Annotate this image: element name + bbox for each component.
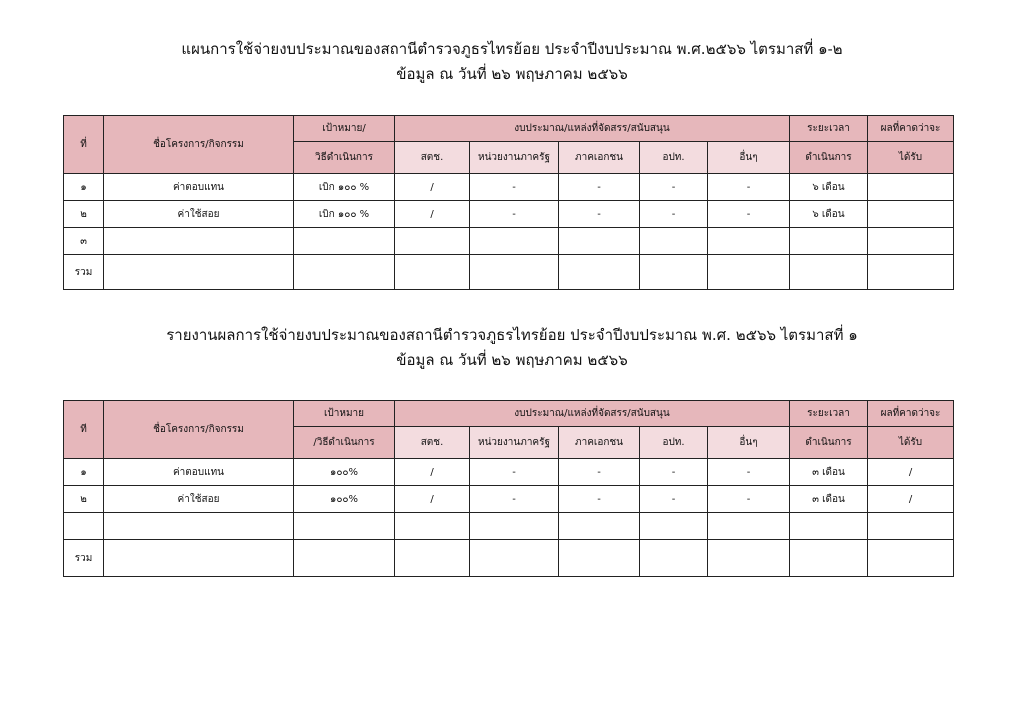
cell-budget [395, 513, 470, 540]
cell-budget [708, 540, 790, 577]
cell-budget: - [559, 459, 640, 486]
cell-project [104, 513, 294, 540]
header-period-line2: ดำเนินการ [790, 427, 868, 459]
cell-budget: - [559, 174, 640, 201]
cell-budget [559, 255, 640, 290]
cell-budget [395, 255, 470, 290]
cell-budget [640, 513, 708, 540]
table-row [64, 228, 954, 255]
header-budget-group: งบประมาณ/แหล่งที่จัดสรร/สนับสนุน [395, 116, 790, 142]
cell-period [790, 228, 868, 255]
report-title: รายงานผลการใช้จ่ายงบประมาณของสถานีตำรวจภูธรไทรย้อย ประจำปีงบประมาณ พ.ศ. ๒๕๖๖ ไตรมาสที่ ๑ [166, 326, 858, 344]
cell-budget: - [640, 459, 708, 486]
cell-budget: / [395, 201, 470, 228]
cell-period [790, 255, 868, 290]
cell-result [868, 540, 954, 577]
cell-budget [559, 540, 640, 577]
cell-budget: - [708, 459, 790, 486]
cell-result: / [868, 486, 954, 513]
cell-project [104, 540, 294, 577]
cell-budget: / [395, 459, 470, 486]
table-row [64, 201, 954, 228]
cell-result [868, 513, 954, 540]
plan-date: ข้อมูล ณ วันที่ ๒๖ พฤษภาคม ๒๕๖๖ [396, 65, 628, 83]
header-budget-col: สตช. [395, 142, 470, 174]
cell-target [294, 513, 395, 540]
cell-project [104, 228, 294, 255]
cell-budget [470, 540, 559, 577]
cell-project: ค่าใช้สอย [104, 201, 294, 228]
cell-budget: - [559, 486, 640, 513]
cell-result: / [868, 459, 954, 486]
cell-budget [640, 228, 708, 255]
table-row-total [64, 255, 954, 290]
header-project: ชื่อโครงการ/กิจกรรม [104, 116, 294, 174]
cell-no: ๑ [64, 459, 104, 486]
header-budget-col: ภาคเอกชน [559, 427, 640, 459]
cell-target [294, 228, 395, 255]
cell-budget: - [640, 486, 708, 513]
cell-budget [559, 513, 640, 540]
header-target-line1: เป้าหมาย [294, 401, 395, 427]
cell-no [64, 513, 104, 540]
header-result-line1: ผลที่คาดว่าจะ [868, 116, 954, 142]
header-target-line2: วิธีดำเนินการ [294, 142, 395, 174]
cell-period: ๓ เดือน [790, 459, 868, 486]
cell-budget [708, 255, 790, 290]
cell-budget: - [640, 201, 708, 228]
table-row [64, 486, 954, 513]
header-budget-col: อื่นๆ [708, 427, 790, 459]
cell-budget [559, 228, 640, 255]
budget-report-table [63, 400, 954, 577]
cell-target: ๑๐๐% [294, 486, 395, 513]
cell-target: เบิก ๑๐๐ % [294, 174, 395, 201]
cell-no: รวม [64, 540, 104, 577]
header-project: ชื่อโครงการ/กิจกรรม [104, 401, 294, 459]
cell-budget: - [640, 174, 708, 201]
header-budget-col: หน่วยงานภาครัฐ [470, 427, 559, 459]
cell-budget: / [395, 486, 470, 513]
table-row [64, 459, 954, 486]
cell-result [868, 228, 954, 255]
header-result-line1: ผลที่คาดว่าจะ [868, 401, 954, 427]
cell-target: ๑๐๐% [294, 459, 395, 486]
cell-budget [708, 228, 790, 255]
cell-result [868, 201, 954, 228]
table-row-total [64, 540, 954, 577]
cell-budget: - [470, 201, 559, 228]
header-no: ที [64, 401, 104, 459]
cell-budget: - [470, 486, 559, 513]
cell-project [104, 255, 294, 290]
header-budget-col: หน่วยงานภาครัฐ [470, 142, 559, 174]
cell-budget: - [470, 174, 559, 201]
cell-period [790, 513, 868, 540]
budget-plan-table [63, 115, 954, 290]
header-budget-col: สตช. [395, 427, 470, 459]
header-budget-group: งบประมาณ/แหล่งที่จัดสรร/สนับสนุน [395, 401, 790, 427]
cell-budget [395, 540, 470, 577]
cell-no: รวม [64, 255, 104, 290]
cell-target [294, 540, 395, 577]
cell-no: ๒ [64, 486, 104, 513]
header-target-line1: เป้าหมาย/ [294, 116, 395, 142]
table-row [64, 513, 954, 540]
header-budget-col: ภาคเอกชน [559, 142, 640, 174]
cell-no: ๓ [64, 228, 104, 255]
cell-budget [640, 255, 708, 290]
header-result-line2: ได้รับ [868, 427, 954, 459]
cell-period [790, 540, 868, 577]
cell-period: ๖ เดือน [790, 201, 868, 228]
cell-no: ๑ [64, 174, 104, 201]
header-period-line2: ดำเนินการ [790, 142, 868, 174]
header-budget-col: อปท. [640, 427, 708, 459]
cell-target: เบิก ๑๐๐ % [294, 201, 395, 228]
header-no: ที่ [64, 116, 104, 174]
plan-title: แผนการใช้จ่ายงบประมาณของสถานีตำรวจภูธรไทรย้อย ประจำปีงบประมาณ พ.ศ.๒๕๖๖ ไตรมาสที่ ๑-๒ [181, 40, 843, 58]
cell-budget: - [470, 459, 559, 486]
cell-budget: / [395, 174, 470, 201]
cell-period: ๖ เดือน [790, 174, 868, 201]
cell-project: ค่าตอบแทน [104, 459, 294, 486]
cell-result [868, 174, 954, 201]
cell-budget: - [708, 174, 790, 201]
cell-budget [640, 540, 708, 577]
cell-budget [708, 513, 790, 540]
cell-project: ค่าใช้สอย [104, 486, 294, 513]
table-row [64, 174, 954, 201]
header-period-line1: ระยะเวลา [790, 401, 868, 427]
cell-no: ๒ [64, 201, 104, 228]
cell-budget [470, 228, 559, 255]
cell-budget [395, 228, 470, 255]
cell-project: ค่าตอบแทน [104, 174, 294, 201]
header-result-line2: ได้รับ [868, 142, 954, 174]
cell-target [294, 255, 395, 290]
header-period-line1: ระยะเวลา [790, 116, 868, 142]
cell-result [868, 255, 954, 290]
cell-budget [470, 255, 559, 290]
report-date: ข้อมูล ณ วันที่ ๒๖ พฤษภาคม ๒๕๖๖ [396, 351, 628, 369]
cell-period: ๓ เดือน [790, 486, 868, 513]
cell-budget: - [559, 201, 640, 228]
cell-budget: - [708, 201, 790, 228]
header-budget-col: อปท. [640, 142, 708, 174]
cell-budget [470, 513, 559, 540]
header-budget-col: อื่นๆ [708, 142, 790, 174]
header-target-line2: /วิธีดำเนินการ [294, 427, 395, 459]
cell-budget: - [708, 486, 790, 513]
